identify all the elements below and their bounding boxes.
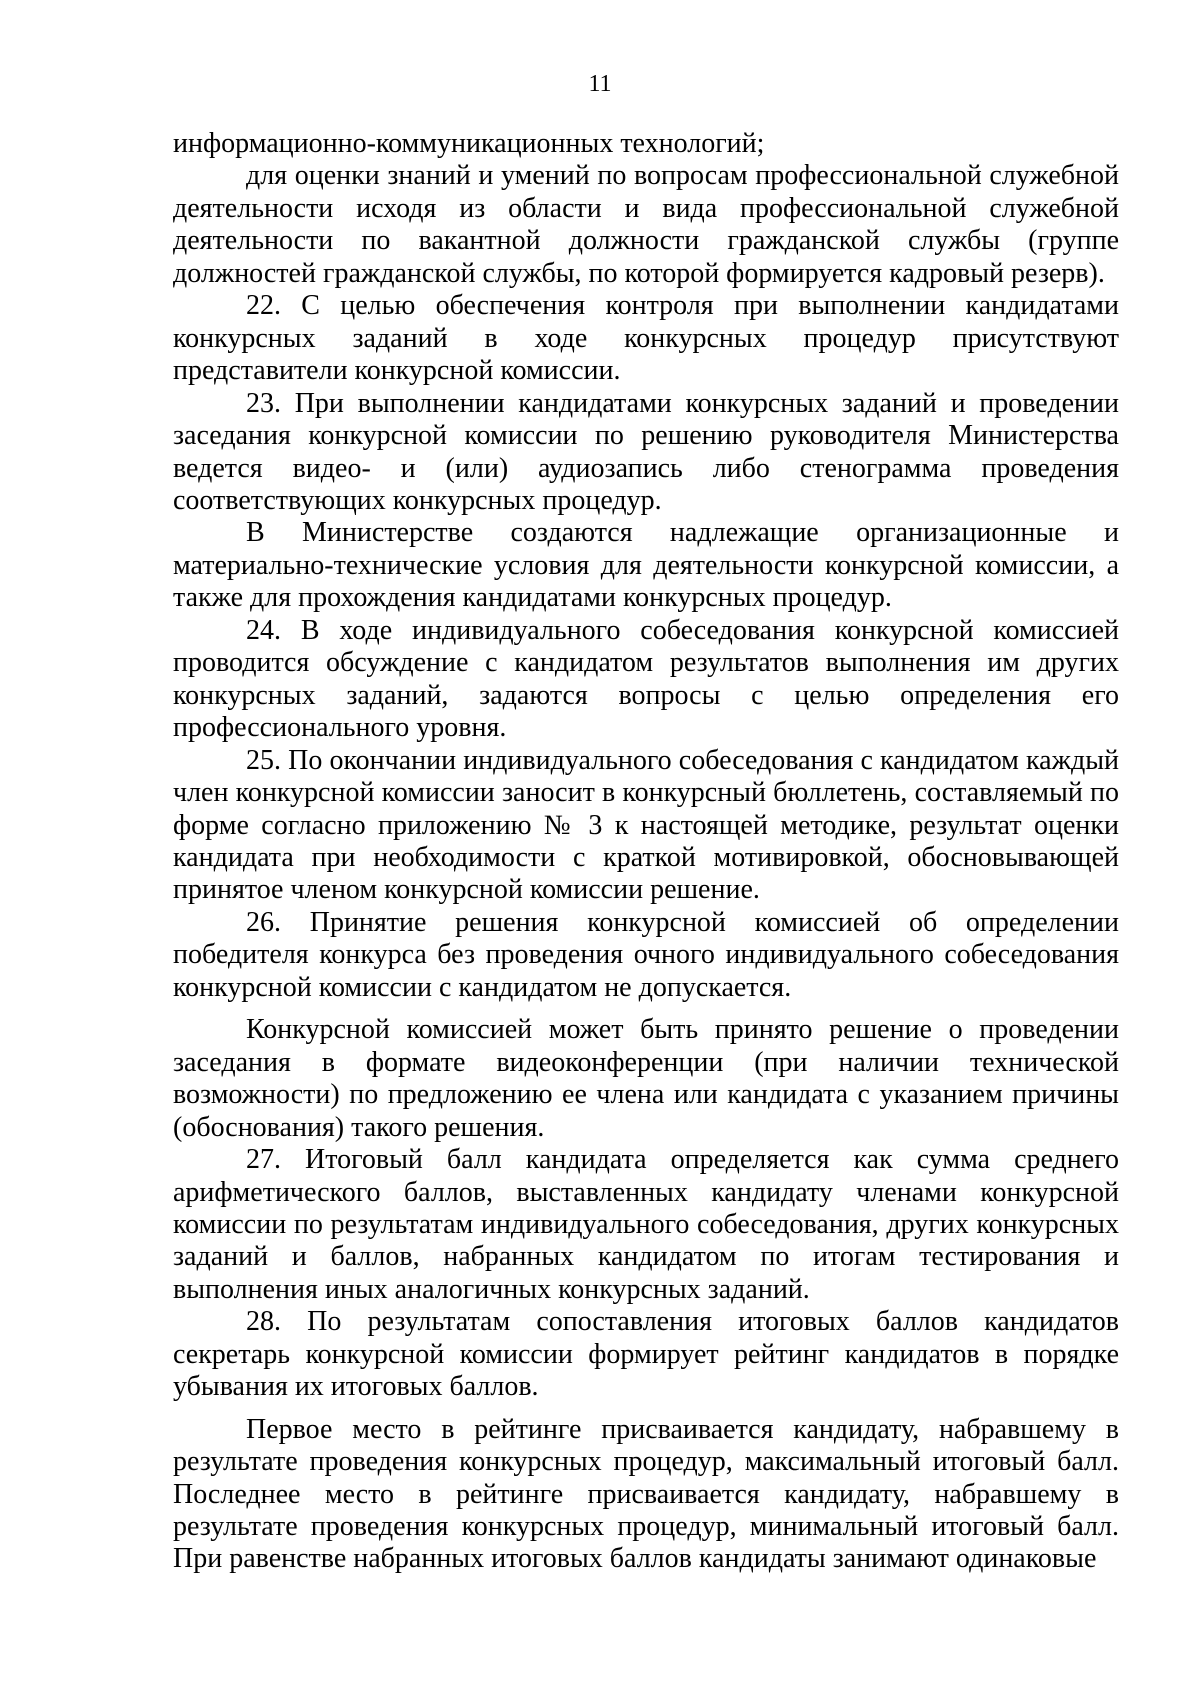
paragraph-item-27: 27. Итоговый балл кандидата определяется как сумма среднего арифметического баллов, выставленных кандидату членами конкурсной комиссии по результатам индивидуального собеседования, других конкурсных заданий и баллов, набранных кандидатом по итогам тестирования и выполнения иных аналогичных конкурсных заданий. <box>173 1144 1119 1305</box>
paragraph-rating-places: Первое место в рейтинге присваивается кандидату, набравшему в результате проведения конкурсных процедур, максимальный итоговый балл. Последнее место в рейтинге присваивается кандидату, набравшему в результате проведения конкурсных процедур, минимальный итоговый балл. При равенстве набранных итоговых баллов кандидаты занимают одинаковые <box>173 1413 1119 1575</box>
paragraph-item-22: 22. С целью обеспечения контроля при выполнении кандидатами конкурсных заданий в ходе конкурсных процедур присутствуют представители конкурсной комиссии. <box>173 290 1119 387</box>
paragraph-ministry-conditions: В Министерстве создаются надлежащие организационные и материально-технические условия для деятельности конкурсной комиссии, а также для прохождения кандидатами конкурсных процедур. <box>173 517 1119 614</box>
document-body <box>173 128 1119 1576</box>
paragraph-item-26: 26. Принятие решения конкурсной комиссией об определении победителя конкурса без проведения очного индивидуального собеседования конкурсной комиссии с кандидатом не допускается. <box>173 906 1119 1003</box>
page-number: 11 <box>588 71 612 97</box>
paragraph-videoconference: Конкурсной комиссией может быть принято решение о проведении заседания в формате видеоконференции (при наличии технической возможности) по предложению ее члена или кандидата с указанием причины (обоснования) такого решения. <box>173 1014 1119 1143</box>
paragraph-item-24: 24. В ходе индивидуального собеседования конкурсной комиссией проводится обсуждение с кандидатом результатов выполнения им других конкурсных заданий, задаются вопросы с целью определения его профессионального уровня. <box>173 614 1119 744</box>
paragraph-continuation: информационно-коммуникационных технологий; <box>173 128 765 159</box>
paragraph-item-25: 25. По окончании индивидуального собеседования с кандидатом каждый член конкурсной комиссии заносит в конкурсный бюллетень, составляемый по форме согласно приложению № 3 к настоящей методике, результат оценки кандидата при необходимости с краткой мотивировкой, обосновывающей принятое членом конкурсной комиссии решение. <box>173 744 1119 906</box>
paragraph-item-28: 28. По результатам сопоставления итоговых баллов кандидатов секретарь конкурсной комиссии формирует рейтинг кандидатов в порядке убывания их итоговых баллов. <box>173 1306 1119 1403</box>
paragraph-knowledge-assessment: для оценки знаний и умений по вопросам профессиональной служебной деятельности исходя из области и вида профессиональной служебной деятельности по вакантной должности гражданской службы (группе должностей гражданской службы, по которой формируется кадровый резерв). <box>173 160 1119 289</box>
paragraph-item-23: 23. При выполнении кандидатами конкурсных заданий и проведении заседания конкурсной комиссии по решению руководителя Министерства ведется видео- и (или) аудиозапись либо стенограмма проведения соответствующих конкурсных процедур. <box>173 387 1119 516</box>
